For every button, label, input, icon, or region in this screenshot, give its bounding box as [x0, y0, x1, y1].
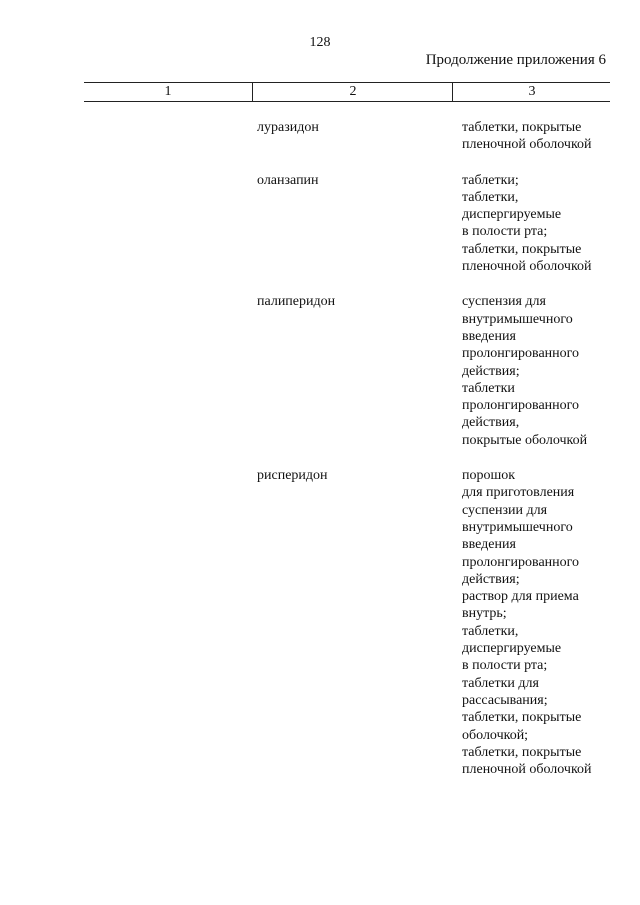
dosage-form-line: таблетки,: [462, 189, 519, 205]
dosage-form-line: действия;: [462, 571, 520, 587]
dosage-form-line: в полости рта;: [462, 224, 548, 240]
table-row: [0, 119, 640, 154]
dosage-form-line: рассасывания;: [462, 692, 548, 708]
page-number: 128: [309, 35, 331, 50]
dosage-form-line: суспензии для: [462, 502, 548, 518]
dosage-form-line: таблетки, покрытые: [462, 710, 582, 726]
drug-name: палиперидон: [257, 294, 336, 310]
table-row: [0, 467, 640, 778]
dosage-form-line: таблетки;: [462, 172, 519, 188]
dosage-forms: [462, 172, 622, 276]
drug-name: луразидон: [257, 120, 319, 135]
dosage-form-line: пролонгированного: [462, 398, 580, 414]
dosage-form-line: порошок: [462, 468, 516, 484]
drug-name: рисперидон: [257, 468, 328, 484]
dosage-form-line: действия;: [462, 363, 520, 379]
dosage-form-line: внутрь;: [462, 606, 507, 622]
dosage-form-line: оболочкой;: [462, 727, 529, 743]
drug-name: оланзапин: [257, 172, 319, 188]
table-header-row: [84, 82, 610, 102]
dosage-form-line: таблетки для: [462, 675, 539, 691]
dosage-form-line: раствор для приема: [462, 589, 579, 605]
dosage-form-line: внутримышечного: [462, 311, 573, 327]
dosage-forms: [462, 119, 622, 154]
dosage-form-line: таблетки, покрытые: [462, 241, 582, 257]
dosage-form-line: суспензия для: [462, 294, 546, 310]
column-header-1: 1: [164, 84, 172, 99]
dosage-form-line: пленочной оболочкой: [462, 259, 592, 275]
dosage-form-line: пролонгированного: [462, 554, 580, 570]
dosage-form-line: таблетки,: [462, 623, 519, 639]
column-header-3: 3: [452, 83, 611, 101]
dosage-form-line: таблетки, покрытые: [462, 744, 582, 760]
continuation-label: Продолжение приложения 6: [425, 52, 606, 68]
dosage-form-line: введения: [462, 537, 516, 553]
dosage-form-line: пленочной оболочкой: [462, 137, 592, 153]
dosage-form-line: действия,: [462, 415, 520, 431]
dosage-forms: [462, 293, 622, 449]
dosage-form-line: таблетки: [462, 380, 515, 396]
dosage-form-line: диспергируемые: [462, 641, 562, 657]
table-body: [0, 119, 640, 796]
table-row: [0, 293, 640, 449]
dosage-form-line: в полости рта;: [462, 658, 548, 674]
dosage-form-line: введения: [462, 328, 516, 344]
dosage-form-line: таблетки, покрытые: [462, 120, 582, 135]
dosage-form-line: для приготовления: [462, 485, 575, 501]
dosage-forms: [462, 467, 622, 778]
dosage-form-line: пролонгированного: [462, 346, 580, 362]
dosage-form-line: покрытые оболочкой: [462, 432, 588, 448]
column-header-2: 2: [252, 83, 453, 101]
table-row: [0, 172, 640, 276]
dosage-form-line: пленочной оболочкой: [462, 762, 592, 778]
dosage-form-line: внутримышечного: [462, 519, 573, 535]
dosage-form-line: диспергируемые: [462, 207, 562, 223]
